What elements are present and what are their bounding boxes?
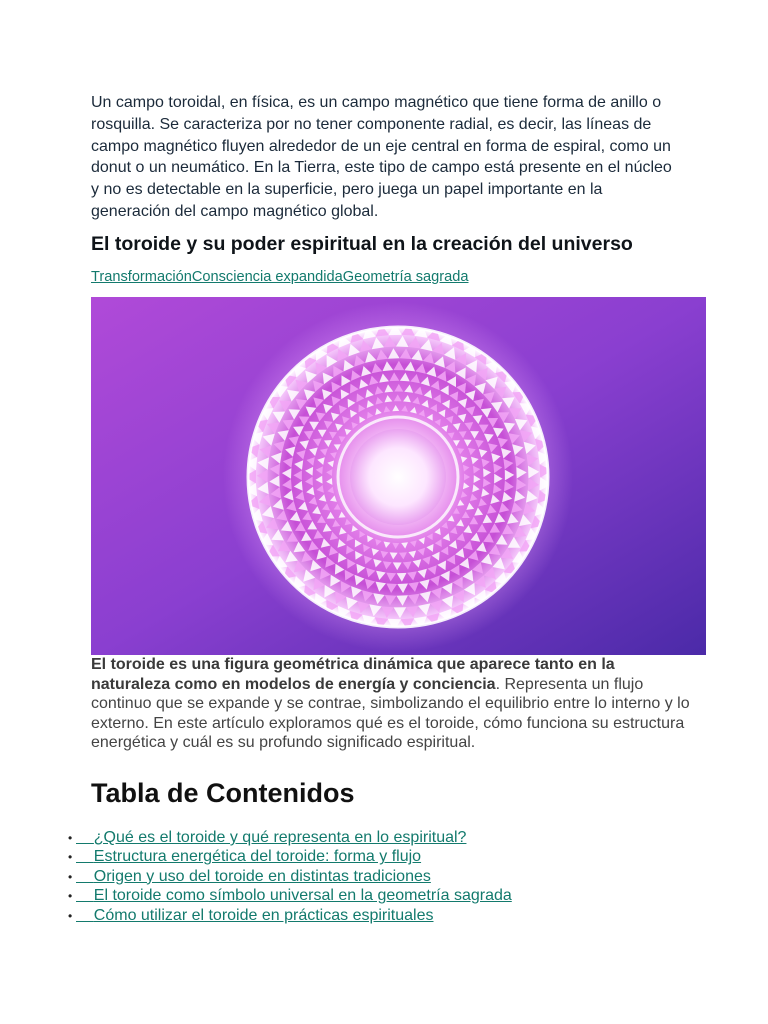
- lead-paragraph: [91, 655, 691, 753]
- torus-core: [350, 429, 446, 525]
- tag-link-geometria[interactable]: Geometría sagrada: [342, 269, 469, 285]
- toc-list: [76, 828, 512, 925]
- lead-text: . Representa un flujo continuo que se expande y se contrae, simbolizando el equilibrio entre lo interno y lo externo. En este artículo exploramos qué es el toroide, cómo funciona su estructura energética y cuál es su profundo significado espiritual.: [91, 675, 690, 751]
- toc-link-2[interactable]: Estructura energética del toroide: forma y flujo: [93, 848, 422, 866]
- tag-link-consciencia[interactable]: Consciencia expandida: [191, 269, 343, 285]
- toc-link-4[interactable]: El toroide como símbolo universal en la geometría sagrada: [93, 887, 512, 905]
- toc-item: [76, 886, 512, 905]
- toc-link-5[interactable]: Cómo utilizar el toroide en prácticas espirituales: [93, 906, 434, 924]
- toc-link-3[interactable]: Origen y uso del toroide en distintas tradiciones: [93, 867, 431, 885]
- intro-paragraph: Un campo toroidal, en física, es un campo magnético que tiene forma de anillo o rosquilla. Se caracteriza por no tener componente radial, es decir, las líneas de campo magnético fluyen alrededor de un eje central en forma de espiral, como un donut o un neumático. En la Tierra, este tipo de campo está presente en el núcleo y no es detectable en la superficie, pero juega un papel importante en la generación del campo magnético global.: [91, 94, 672, 220]
- tag-list: [91, 269, 469, 285]
- tag-link-transformacion[interactable]: Transformación: [91, 269, 192, 285]
- toc-title: Tabla de Contenidos: [91, 778, 355, 808]
- toc-link-1[interactable]: ¿Qué es el toroide y qué representa en lo espiritual?: [93, 829, 467, 846]
- toc-item: [76, 847, 512, 866]
- toc-item: [76, 828, 512, 847]
- toc-item: [76, 867, 512, 886]
- lead-bold-text: El toroide es una figura geométrica dinámica que aparece tanto en la naturaleza como en modelos de energía y conciencia: [91, 656, 615, 693]
- article-title: El toroide y su poder espiritual en la creación del universo: [91, 233, 633, 255]
- toc-item: [76, 906, 512, 925]
- torus-illustration: [91, 297, 706, 655]
- hero-image: [91, 297, 706, 655]
